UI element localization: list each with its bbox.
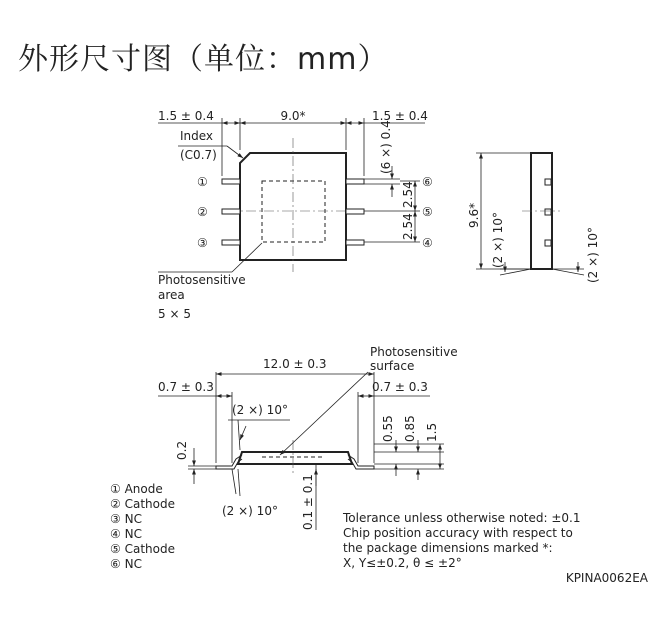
- legend-item-3: ③ NC: [110, 512, 142, 526]
- tolerance-notes: [342, 511, 581, 570]
- lead-6: [346, 179, 364, 184]
- height-1-5: 1.5: [425, 422, 439, 442]
- drawing-code: KPINA0062EA: [565, 571, 648, 585]
- side-view: [467, 153, 600, 283]
- page-title: 外形尺寸图（单位：mm）: [18, 42, 389, 77]
- area-size: 5 × 5: [158, 307, 191, 321]
- legend-item-4: ④ NC: [110, 527, 142, 541]
- lead-3: [222, 240, 240, 245]
- pitch-dimension-2: 2.54: [401, 213, 415, 240]
- side-angle-left: (2 ×) 10°: [491, 212, 505, 268]
- index-label: Index: [180, 129, 214, 143]
- package-body-front: [238, 452, 352, 464]
- lead-2: [222, 209, 240, 214]
- side-angle-right: (2 ×) 10°: [586, 227, 600, 283]
- height-dimension: 9.6*: [467, 202, 481, 228]
- note-line-3: the package dimensions marked *:: [343, 541, 553, 555]
- top-view: [158, 109, 433, 321]
- lead-4: [346, 240, 364, 245]
- legend-item-5: ⑤ Cathode: [110, 542, 175, 556]
- lead-5: [346, 209, 364, 214]
- lead-thickness-dimension: 0.2: [175, 440, 189, 460]
- height-0-85: 0.85: [403, 415, 417, 442]
- foot-right-dimension: 0.7 ± 0.3: [372, 380, 428, 394]
- foot-left-dimension: 0.7 ± 0.3: [158, 380, 214, 394]
- pin-label-1: ①: [197, 175, 208, 189]
- pin-label-3: ③: [197, 236, 208, 250]
- area-label-line2: area: [158, 288, 185, 302]
- pitch-dimension-1: 2.54: [401, 181, 415, 208]
- surface-label-line1: Photosensitive: [370, 345, 458, 359]
- front-angle-top: (2 ×) 10°: [232, 403, 288, 417]
- area-label-line1: Photosensitive: [158, 273, 246, 287]
- pin-label-2: ②: [197, 205, 208, 219]
- lead-length-right: 1.5 ± 0.4: [372, 109, 428, 123]
- note-line-1: Tolerance unless otherwise noted: ±0.1: [343, 511, 581, 525]
- legend-item-1: ① Anode: [110, 482, 163, 496]
- front-angle-bottom: (2 ×) 10°: [222, 504, 278, 518]
- lead-width-dimension: (6 ×) 0.4: [379, 120, 393, 174]
- note-line-4: X, Y≤±0.2, θ ≤ ±2°: [343, 556, 462, 570]
- pin-legend: [110, 482, 175, 571]
- length-dimension: 12.0 ± 0.3: [263, 357, 327, 371]
- standoff-dimension: 0.1 ± 0.1: [301, 474, 315, 530]
- legend-item-2: ② Cathode: [110, 497, 175, 511]
- height-0-55: 0.55: [381, 415, 395, 442]
- note-line-2: Chip position accuracy with respect to: [343, 526, 573, 540]
- lead-1: [222, 179, 240, 184]
- lead-length-left: 1.5 ± 0.4: [158, 109, 214, 123]
- legend-item-6: ⑥ NC: [110, 557, 142, 571]
- chamfer-label: (C0.7): [180, 148, 217, 162]
- pin-label-5: ⑤: [422, 205, 433, 219]
- front-view: [158, 345, 458, 530]
- width-dimension: 9.0*: [280, 109, 306, 123]
- pin-label-4: ④: [422, 236, 433, 250]
- surface-label-line2: surface: [370, 359, 415, 373]
- pin-label-6: ⑥: [422, 175, 433, 189]
